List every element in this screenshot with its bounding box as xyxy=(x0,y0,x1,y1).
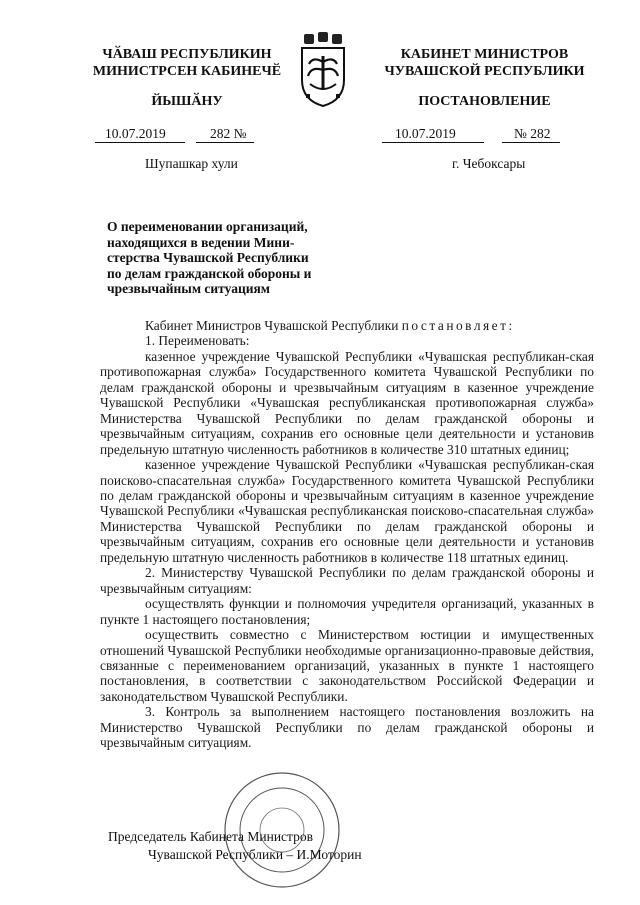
body-item-2a: осуществлять функции и полномочия учредителя организаций, указанных в пункте 1 настоящего постановления; xyxy=(100,596,594,627)
header-left-date: 10.07.2019 xyxy=(95,126,185,143)
header-right-org-line1: КАБИНЕТ МИНИСТРОВ xyxy=(400,47,569,62)
header-left-org-line1: ЧӐВАШ РЕСПУБЛИКИН xyxy=(102,47,272,62)
title-line: О переименовании организаций, xyxy=(107,219,308,234)
coat-of-arms-icon xyxy=(296,32,350,108)
title-line: находящихся в ведении Мини- xyxy=(107,234,295,250)
body-item-1a: казенное учреждение Чувашской Республики «Чувашская республикан-ская противопожарная служба» Государственного комитета Чувашской Республики по делам гражданской обороны и чрезвычайным ситуациям в казенное учреждение Чувашской Республики «Чувашская республиканская противопожарная служба» Министерства Чувашской Республики по делам гражданской обороны и чрезвычайным ситуациям, сохранив его основные цели деятельности и установив предельную штатную численность работников в количестве 310 штатных единиц; xyxy=(100,348,594,457)
header-left-number: 282 № xyxy=(196,126,254,143)
body-item-1: 1. Переименовать: xyxy=(145,333,250,349)
header-left-city: Шупашкар хули xyxy=(145,156,238,171)
body-item-2: 2. Министерству Чувашской Республики по делам гражданской обороны и чрезвычайным ситуациям: xyxy=(100,565,594,596)
body-item-1b: казенное учреждение Чувашской Республики «Чувашская республикан-ская поисково-спасательная служба» Государственного комитета Чувашской Республики по делам гражданской обороны и чрезвычайным ситуациям в казенное учреждение Чувашской Республики «Чувашская республиканская поисково-спасательная служба» Министерства Чувашской Республики по делам гражданской обороны и чрезвычайным ситуациям, сохранив его основные цели деятельности и установив предельную штатную численность работников в количестве 118 штатных единиц. xyxy=(100,457,594,565)
header-right-date: 10.07.2019 xyxy=(382,126,484,143)
header-right-city: г. Чебоксары xyxy=(452,156,526,171)
title-line: по делам гражданской обороны и xyxy=(107,265,312,281)
title-line: стерства Чувашской Республики xyxy=(107,250,309,266)
body-item-2b: осуществить совместно с Министерством юстиции и имущественных отношений Чувашской Республики необходимые организационно-правовые действия, связанные с переименованием организаций, указанных в пункте 1 настоящего постановления, в соответствии с законодательством Российской Федерации и законодательством Чувашской Республики. xyxy=(100,627,594,704)
body-intro: Кабинет Министров Чувашской Республики постановляет: xyxy=(145,318,515,333)
title-line: чрезвычайным ситуациям xyxy=(107,281,271,297)
header-right-doc-type: ПОСТАНОВЛЕНИЕ xyxy=(418,94,551,109)
signature-line-1: Председатель Кабинета Министров xyxy=(108,829,313,844)
body-item-3: 3. Контроль за выполнением настоящего постановления возложить на Министерство Чувашской Республики по делам гражданской обороны и чрезвычайным ситуациям. xyxy=(100,704,594,751)
document-body xyxy=(100,318,594,751)
header-left-org-line2: МИНИСТРСЕН КАБИНЕЧӖ xyxy=(92,64,282,79)
header-right-org-line2: ЧУВАШСКОЙ РЕСПУБЛИКИ xyxy=(384,64,585,79)
document-title xyxy=(107,219,317,297)
header-right-number: № 282 xyxy=(502,126,560,143)
signature-line-2: Чувашской Республики – И.Моторин xyxy=(148,847,362,862)
header-left-doc-type: ЙЫШӐНУ xyxy=(151,94,223,109)
